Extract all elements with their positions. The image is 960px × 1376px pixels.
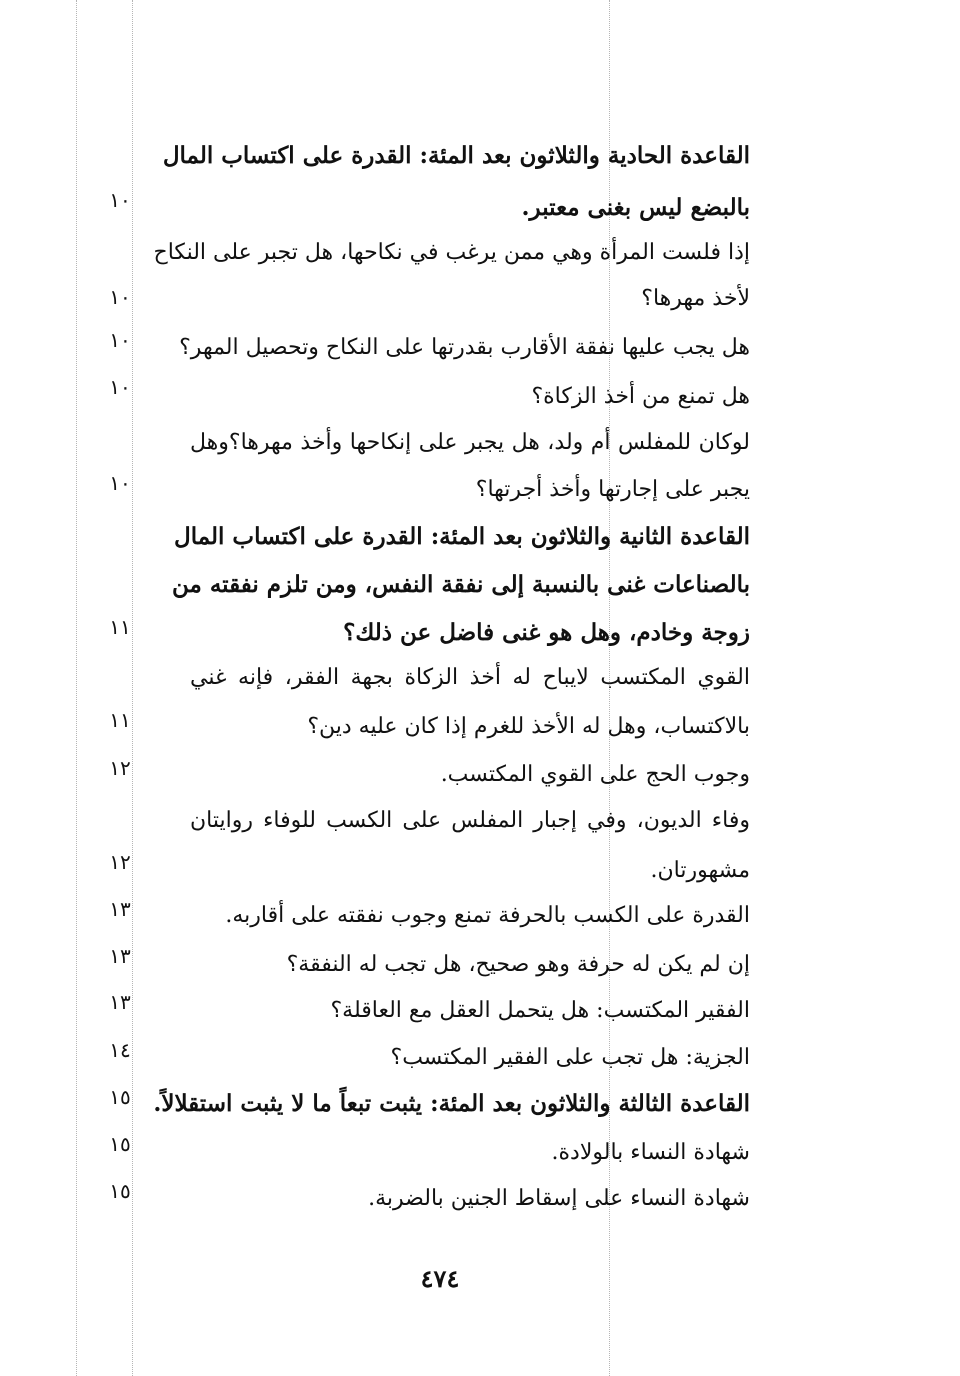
body-line: القوي المكتسب لايباح له أخذ الزكاة بجهة الفقر، فإنه غني bbox=[190, 665, 750, 690]
page-reference: ١٥ bbox=[109, 1132, 131, 1156]
rule-133-heading: القاعدة الثالثة والثلاثون بعد المئة: يثبت تبعاً ما لا يثبت استقلالاً. bbox=[153, 1090, 750, 1117]
body-line: هل يجب عليها نفقة الأقارب بقدرتها على النكاح وتحصيل المهر؟ bbox=[179, 335, 750, 360]
page-reference: ١٤ bbox=[109, 1038, 131, 1062]
body-line: شهادة النساء بالولادة. bbox=[551, 1140, 750, 1165]
body-line: هل تمنع من أخذ الزكاة؟ bbox=[531, 384, 750, 409]
body-line: إن لم يكن له حرفة وهو صحيح، هل تجب له النفقة؟ bbox=[286, 952, 750, 977]
body-line: وفاء الديون، وفي إجبار المفلس على الكسب للوفاء روايتان bbox=[190, 808, 750, 833]
body-line: شهادة النساء على إسقاط الجنين بالضربة. bbox=[368, 1186, 750, 1211]
rule-132-heading-line-3: زوجة وخادم، وهل هو غنى فاضل عن ذلك؟ bbox=[343, 619, 750, 646]
rule-132-heading-line-1: القاعدة الثانية والثلاثون بعد المئة: القدرة على اكتساب المال bbox=[174, 523, 750, 550]
page-reference: ١٣ bbox=[109, 944, 131, 968]
page-reference: ١٠ bbox=[109, 471, 131, 495]
body-line: مشهورتان. bbox=[650, 858, 750, 883]
body-line: الجزية: هل تجب على الفقير المكتسب؟ bbox=[390, 1045, 750, 1070]
body-line: لأخذ مهرها؟ bbox=[641, 286, 750, 311]
page-reference: ١١ bbox=[109, 708, 131, 732]
page-reference: ١٠ bbox=[109, 285, 131, 309]
page-reference: ١٥ bbox=[109, 1085, 131, 1109]
body-line: لوكان للمفلس أم ولد، هل يجبر على إنكاحها وأخذ مهرها؟وهل bbox=[190, 430, 750, 455]
page-reference: ١١ bbox=[109, 615, 131, 639]
rule-131-heading-line-2: بالبضع ليس بغنى معتبر. bbox=[521, 194, 750, 221]
page-reference: ١٣ bbox=[109, 897, 131, 921]
page-reference: ١٥ bbox=[109, 1179, 131, 1203]
page-reference: ١٠ bbox=[109, 188, 131, 212]
footer-page-number: ٤٧٤ bbox=[420, 1264, 460, 1293]
margin-guide bbox=[76, 0, 77, 1376]
body-line: إذا فلست المرأة وهي ممن يرغب في نكاحها، هل تجبر على النكاح bbox=[153, 240, 750, 265]
page-reference: ١٢ bbox=[109, 850, 131, 874]
page-reference: ١٠ bbox=[109, 328, 131, 352]
body-line: يجبر على إجارتها وأخذ أجرتها؟ bbox=[475, 477, 750, 502]
body-line: بالاكتساب، وهل له الأخذ للغرم إذا كان عليه دين؟ bbox=[307, 714, 750, 739]
body-line: الفقير المكتسب: هل يتحمل العقل مع العاقلة؟ bbox=[330, 998, 750, 1023]
rule-132-heading-line-2: بالصناعات غنى بالنسبة إلى نفقة النفس، ومن تلزم نفقته من bbox=[172, 571, 750, 598]
page-reference: ١٠ bbox=[109, 375, 131, 399]
body-line: وجوب الحج على القوي المكتسب. bbox=[440, 762, 750, 787]
body-line: القدرة على الكسب بالحرفة تمنع وجوب نفقته على أقاربه. bbox=[225, 903, 750, 928]
rule-131-heading-line-1: القاعدة الحادية والثلاثون بعد المئة: القدرة على اكتساب المال bbox=[162, 142, 750, 169]
page-reference: ١٢ bbox=[109, 756, 131, 780]
page-reference: ١٣ bbox=[109, 990, 131, 1014]
